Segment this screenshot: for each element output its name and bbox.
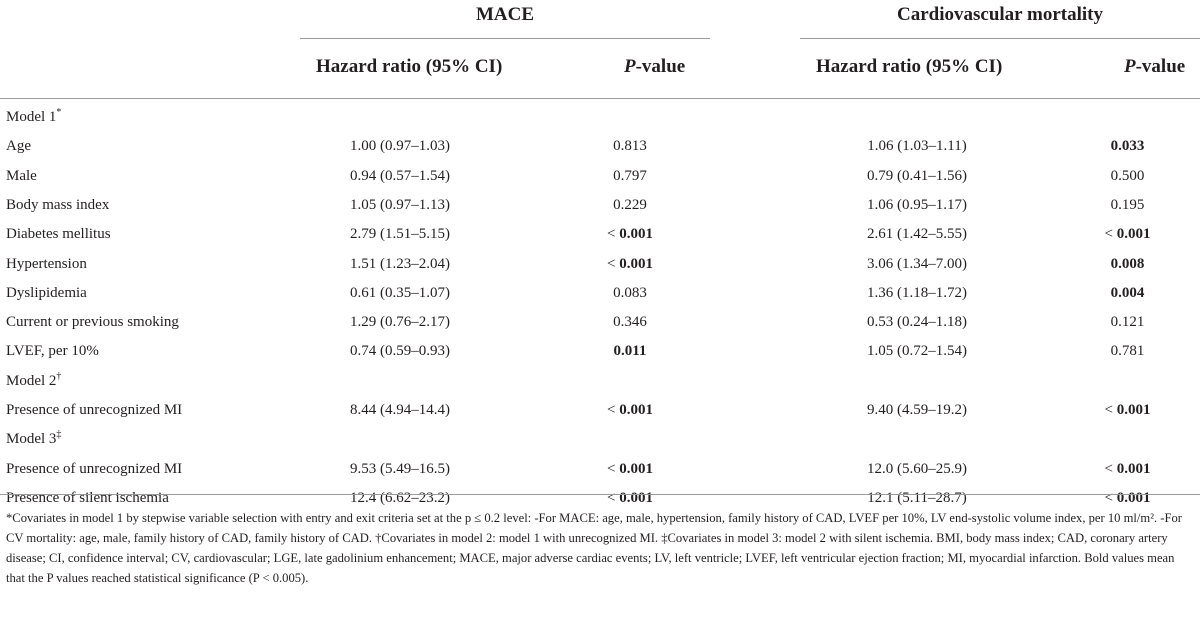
section-label: Model 3‡: [6, 429, 62, 448]
mace-p-value: 0.346: [613, 314, 647, 331]
row-label: Hypertension: [6, 255, 87, 272]
mace-p-value: 0.083: [613, 284, 647, 301]
group-rule-cv: [800, 38, 1200, 39]
table-footnote: *Covariates in model 1 by stepwise variable selection with entry and exit criteria set at the p ≤ 0.2 level: -For MACE: age, male, hypertension, family history of CAD, LVEF per 10%, LV end-systolic volume index, per 10 ml/m². -For CV mortality: age, male, family history of CAD, family history of CAD. †Covariates in model 2: model 1 with unrecognized MI. ‡Covariates in model 3: model 2 with silent ischemia. BMI, body mass index; CAD, coronary artery disease; CI, confidence interval; CV, cardiovascular; LGE, late gadolinium enhancement; MACE, major adverse cardiac events; LV, left ventricle; LVEF, left ventricular ejection fraction; MI, myocardial infarction. Bold values mean that the P values reached statistical significance (P < 0.005).: [6, 511, 1182, 585]
col-head-mace-p: P-value: [624, 56, 686, 77]
table-row: [0, 131, 1200, 161]
col-head-cv-p: P-value: [1124, 56, 1186, 77]
table-row: [0, 395, 1200, 425]
cv-hazard-ratio: 2.61 (1.42–5.55): [867, 226, 967, 243]
mace-hazard-ratio: 0.94 (0.57–1.54): [350, 167, 450, 184]
table-row: [0, 278, 1200, 308]
table-row: [0, 190, 1200, 220]
row-label: Presence of silent ischemia: [6, 489, 169, 506]
cv-p-value: < 0.001: [1104, 402, 1151, 418]
cv-p-value: 0.008: [1110, 255, 1145, 272]
cv-p-value: < 0.001: [1104, 226, 1151, 243]
mace-hazard-ratio: 1.29 (0.76–2.17): [350, 314, 450, 331]
cv-p-value: 0.195: [1110, 196, 1145, 213]
col-head-cv-hr: Hazard ratio (95% CI): [816, 56, 1003, 77]
mace-hazard-ratio: 8.44 (4.94–14.4): [350, 402, 450, 418]
mace-p-value: 0.011: [613, 343, 647, 360]
row-label: Age: [6, 138, 31, 155]
table-section-row: [0, 102, 1200, 132]
row-label: Presence of unrecognized MI: [6, 460, 183, 477]
mace-hazard-ratio: 12.4 (6.62–23.2): [350, 489, 450, 506]
row-label: Presence of unrecognized MI: [6, 402, 183, 418]
mace-hazard-ratio: 0.61 (0.35–1.07): [350, 284, 450, 301]
mace-hazard-ratio: 1.05 (0.97–1.13): [350, 196, 450, 213]
section-label: Model 2†: [6, 370, 62, 389]
mace-p-value: 0.797: [613, 167, 647, 184]
cv-p-value: < 0.001: [1104, 460, 1151, 477]
table-row: [0, 454, 1200, 484]
table-row: [0, 307, 1200, 337]
mace-p-value: 0.813: [613, 138, 647, 155]
mace-p-value: < 0.001: [607, 489, 653, 506]
row-label: Current or previous smoking: [6, 314, 179, 331]
row-label: Dyslipidemia: [6, 284, 87, 301]
row-label: LVEF, per 10%: [6, 343, 99, 360]
table-row: [0, 161, 1200, 191]
mace-p-value: < 0.001: [607, 460, 653, 477]
cv-hazard-ratio: 0.79 (0.41–1.56): [867, 167, 967, 184]
cv-hazard-ratio: 1.06 (0.95–1.17): [867, 196, 967, 213]
cv-hazard-ratio: 3.06 (1.34–7.00): [867, 255, 967, 272]
row-label: Body mass index: [6, 196, 110, 213]
cv-p-value: 0.033: [1110, 138, 1145, 155]
section-label: Model 1*: [6, 107, 62, 125]
cv-p-value: < 0.001: [1104, 489, 1151, 506]
cv-hazard-ratio: 1.36 (1.18–1.72): [867, 284, 967, 301]
cv-p-value: 0.500: [1110, 167, 1145, 184]
cv-p-value: 0.004: [1110, 284, 1145, 301]
mace-p-value: < 0.001: [607, 226, 653, 243]
group-title-cv: Cardiovascular mortality: [897, 4, 1103, 25]
table-row: [0, 219, 1200, 249]
cv-hazard-ratio: 9.40 (4.59–19.2): [867, 402, 967, 418]
mace-hazard-ratio: 0.74 (0.59–0.93): [350, 343, 450, 360]
col-head-mace-hr: Hazard ratio (95% CI): [316, 56, 503, 77]
mace-p-value: < 0.001: [607, 402, 653, 418]
mace-p-value: 0.229: [613, 196, 647, 213]
cv-hazard-ratio: 12.0 (5.60–25.9): [867, 460, 967, 477]
row-label: Male: [6, 167, 37, 184]
table-row: [0, 336, 1200, 366]
mace-hazard-ratio: 1.00 (0.97–1.03): [350, 138, 450, 155]
group-rule-mace: [300, 38, 710, 39]
cv-hazard-ratio: 1.05 (0.72–1.54): [867, 343, 967, 360]
table-row: [0, 249, 1200, 279]
table-section-row: [0, 366, 1200, 396]
cv-p-value: 0.781: [1110, 343, 1145, 360]
table-bottom-rule: [0, 494, 1200, 495]
table-section-row: [0, 424, 1200, 454]
cv-hazard-ratio: 12.1 (5.11–28.7): [867, 489, 967, 506]
mace-hazard-ratio: 2.79 (1.51–5.15): [350, 226, 450, 243]
mace-hazard-ratio: 9.53 (5.49–16.5): [350, 460, 450, 477]
header-rule: [0, 98, 1200, 99]
mace-hazard-ratio: 1.51 (1.23–2.04): [350, 255, 450, 272]
mace-p-value: < 0.001: [607, 255, 653, 272]
cv-p-value: 0.121: [1110, 314, 1145, 331]
cv-hazard-ratio: 0.53 (0.24–1.18): [867, 314, 967, 331]
row-label: Diabetes mellitus: [6, 226, 111, 243]
cv-hazard-ratio: 1.06 (1.03–1.11): [867, 138, 967, 155]
group-title-mace: MACE: [475, 4, 535, 25]
